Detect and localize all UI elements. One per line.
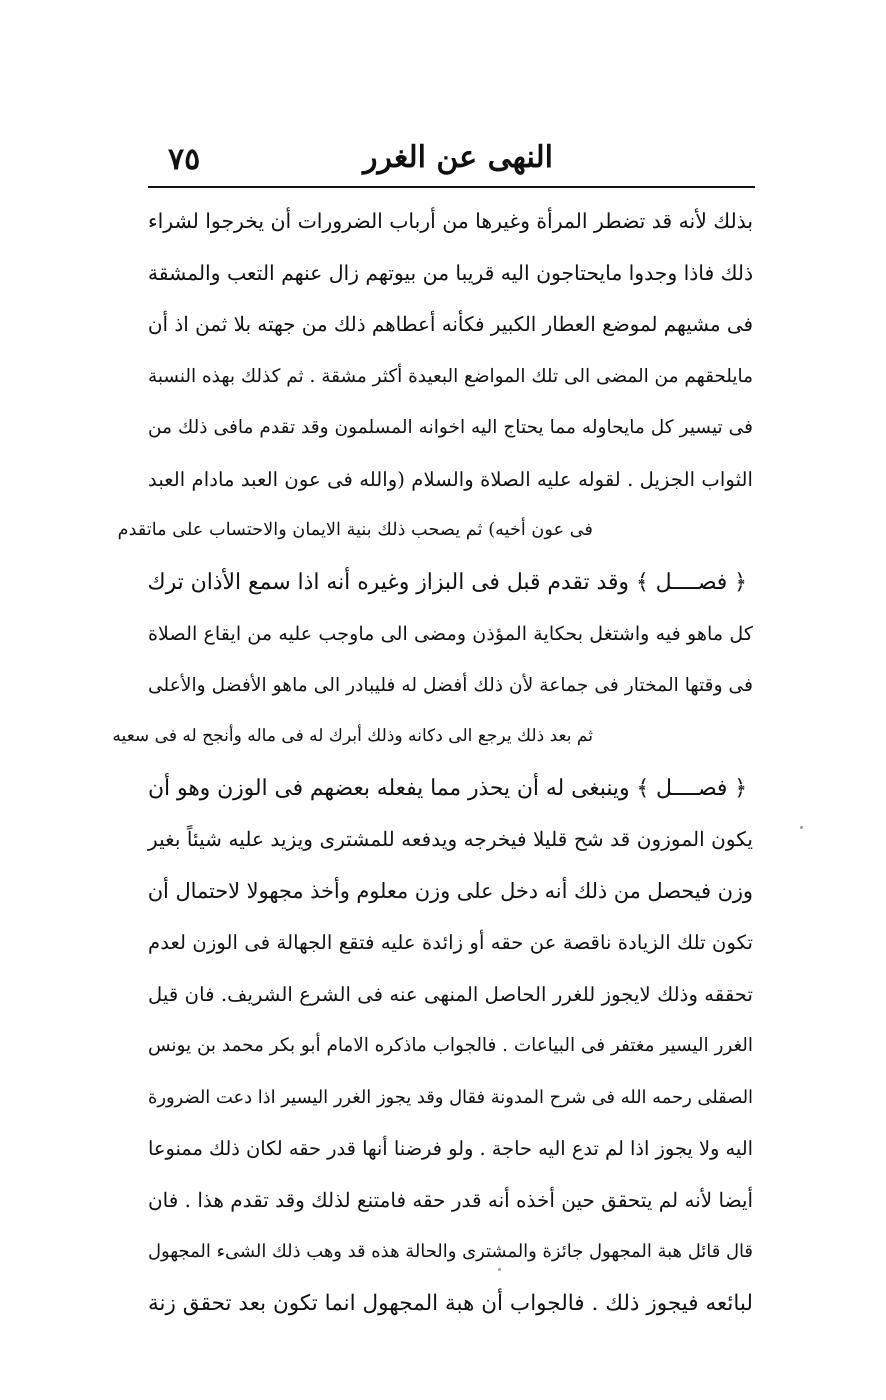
text-line: فى وقتها المختار فى جماعة لأن ذلك أفضل له فليبادر الى ماهو الأفضل والأعلى [148,674,753,696]
section-heading-line: ﴿ فصــــل ﴾ وينبغى له أن يحذر مما يفعله بعضهم فى الوزن وهو أن [148,775,747,801]
text-line: اليه ولا يجوز اذا لم تدع اليه حاجة . ولو فرضنا أنها قدر حقه لكان ذلك ممنوعا [148,1137,753,1160]
text-line: تكون تلك الزيادة ناقصة عن حقه أو زائدة عليه فتقع الجهالة فى الوزن لعدم [148,931,753,954]
page-header [148,136,753,184]
text-line-paragraph-end: فى عون أخيه) ثم يصحب ذلك بنية الايمان والاحتساب على ماتقدم [117,520,593,540]
text-line: أيضا لأنه لم يتحقق حين أخذه أنه قدر حقه فامتنع لذلك وقد تقدم هذا . فان [148,1187,753,1212]
text-line: الصقلى رحمه الله فى شرح المدونة فقال وقد يجوز الغرر اليسير اذا دعت الضرورة [148,1086,753,1108]
text-line: كل ماهو فيه واشتغل بحكاية المؤذن ومضى الى ماوجب عليه من ايقاع الصلاة [148,622,753,645]
page-number: ٧٥ [168,142,201,177]
text-line: مايلحقهم من المضى الى تلك المواضع البعيدة أكثر مشقة . ثم كذلك بهذه النسبة [148,365,753,387]
scan-speck [800,826,803,829]
text-line: الغرر اليسير مغتفر فى البياعات . فالجواب ماذكره الامام أبو بكر محمد بن يونس [148,1035,753,1056]
text-line: الثواب الجزيل . لقوله عليه الصلاة والسلام (والله فى عون العبد مادام العبد [148,467,753,491]
page-body [112,196,753,1329]
text-line-paragraph-end: ثم بعد ذلك يرجع الى دكانه وذلك أبرك له فى ماله وأنجح له فى سعيه [112,726,593,746]
text-line: تحققه وذلك لايجوز للغرر الحاصل المنهى عنه فى الشرع الشريف. فان قيل [148,982,753,1006]
section-heading-line: ﴿ فصــــل ﴾ وقد تقدم قبل فى البزاز وغيره أنه اذا سمع الأذان ترك [147,569,747,595]
text-line: وزن فيحصل من ذلك أنه دخل على وزن معلوم وأخذ مجهولا لاحتمال أن [147,878,753,903]
running-head: النهى عن الغرر [363,140,553,175]
text-line: فى تيسير كل مايحاوله مما يحتاج اليه اخوانه المسلمون وقد تقدم مافى ذلك من [148,417,753,438]
text-line: لبائعه فيجوز ذلك . فالجواب أن هبة المجهول انما تكون بعد تحقق زنة [148,1290,753,1316]
text-line: فى مشيهم لموضع العطار الكبير فكأنه أعطاهم ذلك من جهته بلا ثمن اذ أن [147,313,753,336]
text-line: ذلك فاذا وجدوا مايحتاجون اليه قريبا من بيوتهم زال عنهم التعب والمشقة [147,260,753,285]
scan-speck [498,1268,501,1271]
text-line: قال قائل هبة المجهول جائزة والمشترى والحالة هذه قد وهب ذلك الشىء المجهول [148,1241,753,1262]
header-rule [148,186,755,188]
text-line: يكون الموزون قد شح قليلا فيخرجه ويدفعه للمشترى ويزيد عليه شيئاً بغير [148,827,753,851]
text-line: بذلك لأنه قد تضطر المرأة وغيرها من أرباب الضرورات أن يخرجوا لشراء [148,209,753,233]
